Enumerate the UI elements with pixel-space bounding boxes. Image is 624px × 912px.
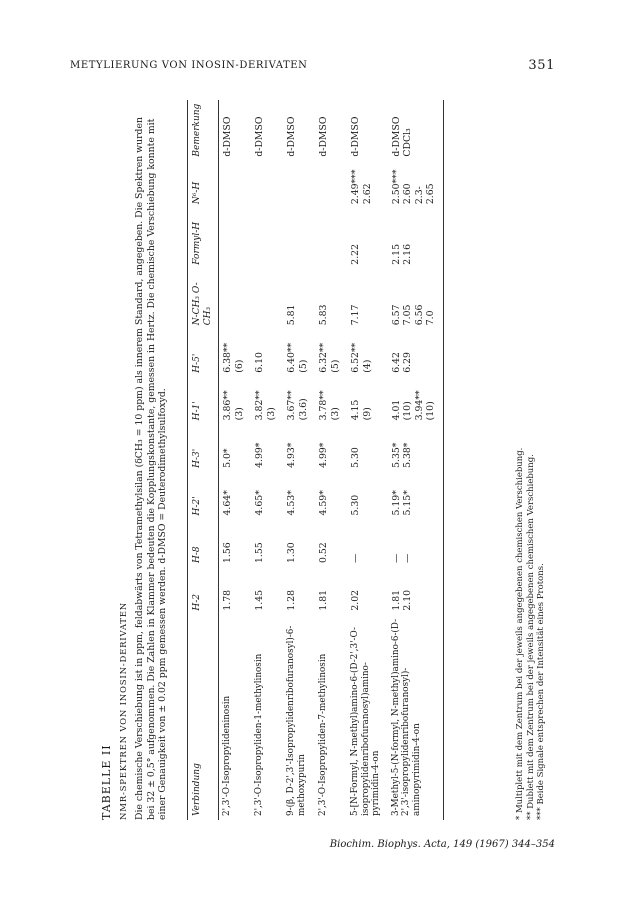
cell-formyl: 2.22	[350, 244, 361, 265]
value: 6.40**	[286, 342, 297, 373]
cell-h8: —	[350, 553, 361, 564]
cell-h3p: 4.93*	[286, 442, 297, 468]
value-cdcl3: 6.29	[402, 352, 413, 373]
value-cdcl3: 2.16	[402, 244, 413, 265]
table-row	[315, 100, 347, 820]
value-cdcl3: 2.3-	[413, 186, 425, 205]
cell-nch3	[388, 269, 444, 330]
cell-n6h	[251, 161, 283, 209]
value: 5.35*	[390, 442, 402, 468]
cell-h2p: 4.64*	[222, 490, 233, 516]
cell-h2	[388, 567, 444, 615]
cell-note	[388, 100, 444, 161]
rotated-table-area	[95, 90, 565, 830]
table-header-row	[188, 100, 219, 820]
value-cdcl3: 6.56	[413, 304, 425, 326]
table-page	[95, 90, 565, 830]
coupling: (9)	[361, 407, 373, 421]
table-footnotes	[515, 100, 547, 820]
header-h5p: H-5'	[188, 329, 219, 377]
cell-h2p: 4.59*	[318, 490, 329, 516]
page-number: 351	[528, 58, 555, 73]
header-h2p: H-2'	[188, 472, 219, 520]
cell-n6h	[315, 161, 347, 209]
table-row	[388, 100, 444, 820]
cell-h3p: 4.99*	[318, 442, 329, 468]
table-row	[347, 100, 388, 820]
cell-note: d-DMSO	[222, 116, 233, 157]
cell-h1p	[315, 377, 347, 425]
compound-name: 2',3'-O-Isopropyliden-7-methylinosin	[318, 653, 328, 816]
cell-formyl	[388, 208, 444, 269]
coupling: (5)	[329, 359, 341, 373]
footnote: ** Dublett mit dem Zentrum bei der jeweils angegebenen chemischen Verschiebung.	[525, 454, 536, 820]
cell-h2: 2.02	[350, 589, 361, 611]
value: 3.67**	[286, 390, 297, 421]
table-description: Die chemische Verschiebung ist in ppm, feldabwärts von Tetramethylsilan (δCH₃ = 10 ppm) als innerem Standard, angegeben. Die Spektren wurden bei 32 ± 0,5° aufgenommen. Die Zahlen in Klammer bedeuten die Kopplungskonstante, gemessen in Hertz. Die chemische Verschiebung konnte mit einer Genauigkeit von ± 0.02 ppm gemessen werden. d-DMSO = Deuterodimethylsulfoxyd.	[134, 117, 168, 820]
value: 1.81	[390, 589, 402, 611]
value: 6.38**	[222, 342, 233, 373]
cell-h3p: 4.99*	[254, 442, 265, 468]
cell-h2: 1.81	[318, 589, 329, 611]
cell-nch3: 5.81	[286, 304, 297, 326]
value-cdcl3: 2.10	[402, 589, 413, 611]
value-2: 7.05	[402, 304, 413, 326]
coupling: (3)	[329, 407, 341, 421]
header-verbindung: Verbindung	[188, 615, 219, 820]
table-header	[101, 100, 169, 820]
value: 3.82**	[254, 390, 265, 421]
cell-n6h	[388, 161, 444, 209]
cell-h8: 1.30	[286, 542, 297, 564]
table-title: TABELLE II	[100, 744, 113, 820]
coupling: (3)	[233, 407, 245, 421]
compound-name: 5-[N-Formyl, N-methyl)amino-6-(D-2',3'-O-isopropylidenribofuranosyl)amino-pyrimidin-4-on	[350, 627, 381, 816]
cell-h5p	[219, 329, 252, 377]
value-cdcl3: —	[402, 553, 413, 564]
value-cdcl3-2: 2.65	[425, 183, 436, 205]
coupling-cdcl3: (10)	[425, 401, 436, 421]
value: 4.01	[390, 399, 402, 421]
cell-h8: 0.52	[318, 542, 329, 564]
cell-nch3: 7.17	[350, 304, 361, 326]
compound-name: 2',3'-O-Isopropylideninosin	[222, 695, 232, 816]
cell-h5p	[283, 329, 315, 377]
value: 2.50***	[390, 169, 402, 205]
value: 6.32**	[318, 342, 329, 373]
header-h1p: H-1'	[188, 377, 219, 425]
cell-h8	[388, 519, 444, 567]
header-h8: H-8	[188, 519, 219, 567]
cell-note: d-DMSO	[254, 116, 265, 157]
value-cdcl3: 5.38*	[402, 442, 413, 468]
running-head-title: METYLIERUNG VON INOSIN-DERIVATEN	[70, 60, 308, 71]
cell-h5p	[347, 329, 388, 377]
header-bemerkung: Bemerkung	[188, 100, 219, 161]
compound-name: 2',3'-O-Isopropyliden-1-methylinosin	[254, 653, 264, 816]
value: 6.57	[390, 304, 402, 326]
footnote: * Multiplett mit dem Zentrum bei der jeweils angegebenen chemischen Verschiebung.	[515, 447, 525, 820]
value: 2.15	[390, 244, 402, 265]
nmr-table	[187, 100, 444, 820]
cell-h8: 1.55	[254, 542, 265, 564]
value: —	[390, 553, 402, 564]
cell-h1p	[251, 377, 283, 425]
cell-h2p: 4.53*	[286, 490, 297, 516]
cell-h5p	[388, 329, 444, 377]
journal-citation: Biochim. Biophys. Acta, 149 (1967) 344–354	[329, 839, 555, 850]
cell-h5p: 6.10	[254, 352, 265, 373]
solvent-2: CDCl₃	[402, 128, 413, 157]
coupling: (3)	[265, 407, 277, 421]
cell-h5p	[315, 329, 347, 377]
cell-note: d-DMSO	[350, 116, 361, 157]
value-cdcl3: 3.94**	[413, 390, 425, 421]
table-row	[283, 100, 315, 820]
solvent: d-DMSO	[390, 116, 402, 157]
header-formyl: Formyl-H	[188, 208, 219, 269]
cell-nch3: 5.83	[318, 304, 329, 326]
coupling: (3.6)	[297, 398, 309, 421]
cell-h2: 1.28	[286, 589, 297, 611]
value-cdcl3: 5.15*	[402, 490, 413, 516]
value: 6.52**	[350, 342, 361, 373]
coupling: (10)	[402, 401, 413, 421]
footnote: *** Beide Signale entsprechen der Intensität eines Protons.	[536, 563, 546, 820]
cell-h3p: 5.30	[350, 447, 361, 468]
cell-nch3	[251, 269, 283, 330]
value-2: 2.60	[402, 183, 413, 205]
header-h3p: H-3'	[188, 424, 219, 472]
value: 4.15	[350, 399, 361, 421]
cell-h2p	[388, 472, 444, 520]
cell-n6h	[283, 161, 315, 209]
value: 2.49***	[350, 169, 361, 205]
value: 3.86**	[222, 390, 233, 421]
cell-note: d-DMSO	[286, 116, 297, 157]
coupling: (4)	[361, 359, 373, 373]
cell-n6h	[347, 161, 388, 209]
table-row	[219, 100, 252, 820]
cell-formyl	[251, 208, 283, 269]
cell-nch3	[219, 269, 252, 330]
value: 5.19*	[390, 490, 402, 516]
value: 6.42	[390, 352, 402, 373]
header-n6h: N⁶-H	[188, 161, 219, 209]
cell-h2: 1.45	[254, 589, 265, 611]
value: 3.78**	[318, 390, 329, 421]
table-subtitle: NMR-SPEKTREN VON INOSIN-DERIVATEN	[118, 602, 129, 820]
coupling: (5)	[297, 359, 309, 373]
header-nch3: N-CH₃ O-CH₃	[188, 269, 219, 330]
cell-formyl	[219, 208, 252, 269]
cell-h2: 1.78	[222, 589, 233, 611]
cell-h1p	[219, 377, 252, 425]
header-h2: H-2	[188, 567, 219, 615]
value-2: 2.62	[361, 183, 373, 205]
cell-h1p	[283, 377, 315, 425]
cell-h1p	[388, 377, 444, 425]
cell-h1p	[347, 377, 388, 425]
cell-h3p: 5.0*	[222, 448, 233, 468]
cell-h2p: 5.30	[350, 494, 361, 516]
cell-formyl	[283, 208, 315, 269]
compound-name: 3-Methyl-5-(N-formyl, N-methyl)amino-6-(D-2',3'-isopropylidenribofuranosyl)-aminopyrimidin-4-on	[388, 615, 444, 820]
cell-n6h	[219, 161, 252, 209]
cell-h3p	[388, 424, 444, 472]
value-cdcl3-2: 7.0	[425, 310, 436, 326]
coupling: (6)	[233, 359, 245, 373]
cell-note: d-DMSO	[318, 116, 329, 157]
cell-h8: 1.56	[222, 542, 233, 564]
cell-formyl	[315, 208, 347, 269]
cell-h2p: 4.65*	[254, 490, 265, 516]
compound-name: 9-(β, D-2',3'-Isopropylidenribofuranosyl)-6-methoxypurin	[286, 625, 307, 816]
table-row	[251, 100, 283, 820]
